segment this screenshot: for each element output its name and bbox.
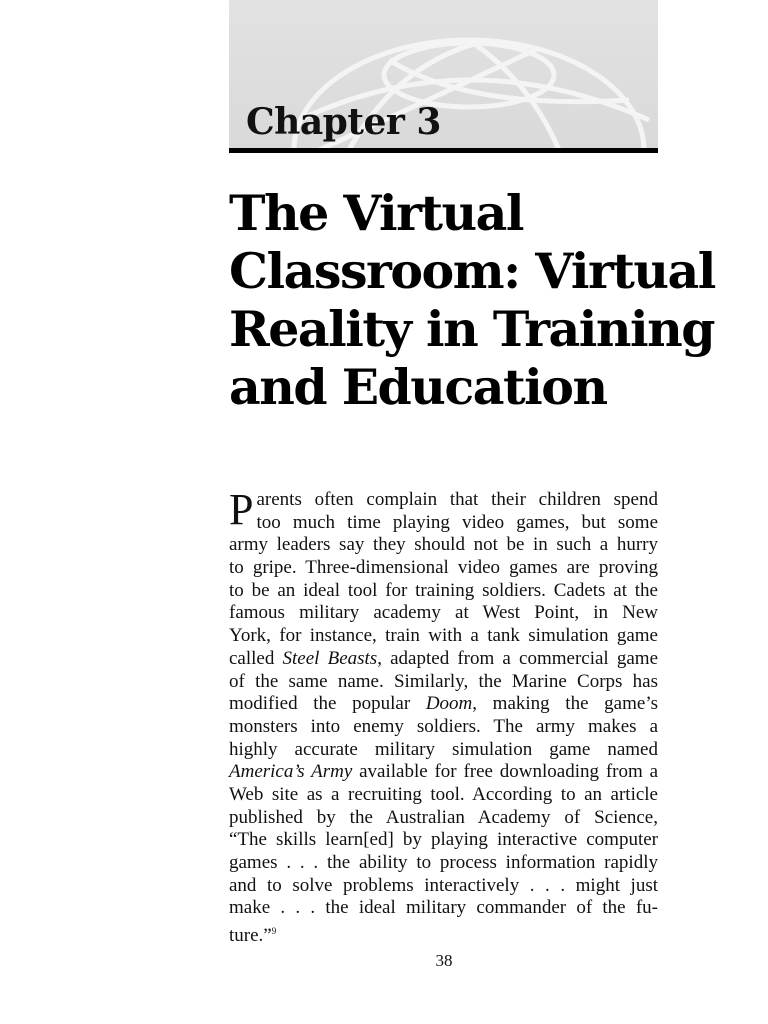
text-line: York, for instance, train with a tank simulation game xyxy=(229,625,658,647)
text-line: army leaders say they should not be in such a hurry xyxy=(229,534,658,556)
text-line: Web site as a recruiting tool. According to an article xyxy=(229,783,658,805)
text-line: America’s Army available for free downloading from a xyxy=(229,761,659,783)
drop-cap: P xyxy=(229,485,254,534)
chapter-title xyxy=(229,184,715,416)
text-line: modified the popular Doom, making the game’s xyxy=(229,693,658,715)
text-line: too much time playing video games, but some xyxy=(256,511,658,533)
text-line: called Steel Beasts, adapted from a commercial game xyxy=(229,647,658,669)
title-line: and Education xyxy=(229,358,607,416)
footnote-marker: 9 xyxy=(271,926,277,937)
text-line: published by the Australian Academy of Science, xyxy=(229,806,658,828)
text-line: arents often complain that their children spend xyxy=(256,489,658,510)
text-line: famous military academy at West Point, in New xyxy=(229,602,658,624)
body-paragraph xyxy=(229,485,659,947)
text-line: “The skills learn[ed] by playing interactive computer xyxy=(229,829,658,851)
title-line: The Virtual xyxy=(229,184,524,242)
text-line: and to solve problems interactively . . . might just xyxy=(229,874,658,896)
text-line: to be an ideal tool for training soldiers. Cadets at the xyxy=(229,579,658,601)
game-title-doom: Doom xyxy=(425,693,473,715)
text-line: games . . . the ability to process information rapidly xyxy=(229,852,658,873)
text-line: to gripe. Three-dimensional video games are proving xyxy=(229,557,658,579)
chapter-label: Chapter 3 xyxy=(246,101,441,143)
page-number: 38 xyxy=(435,951,453,970)
text-line: highly accurate military simulation game named xyxy=(229,738,658,760)
text-line: of the same name. Similarly, the Marine Corps has xyxy=(229,670,658,692)
title-line: Classroom: Virtual xyxy=(229,242,715,300)
header-rule xyxy=(229,148,658,153)
title-line: Reality in Training xyxy=(229,300,715,358)
text-line: ture.”$^9$ xyxy=(229,925,277,947)
text-line: make . . . the ideal military commander of the fu- xyxy=(229,897,658,919)
text-line: monsters into enemy soldiers. The army makes a xyxy=(229,715,658,737)
game-title-americas-army: America’s Army xyxy=(229,761,353,783)
game-title-steel-beasts: Steel Beasts xyxy=(282,647,378,669)
